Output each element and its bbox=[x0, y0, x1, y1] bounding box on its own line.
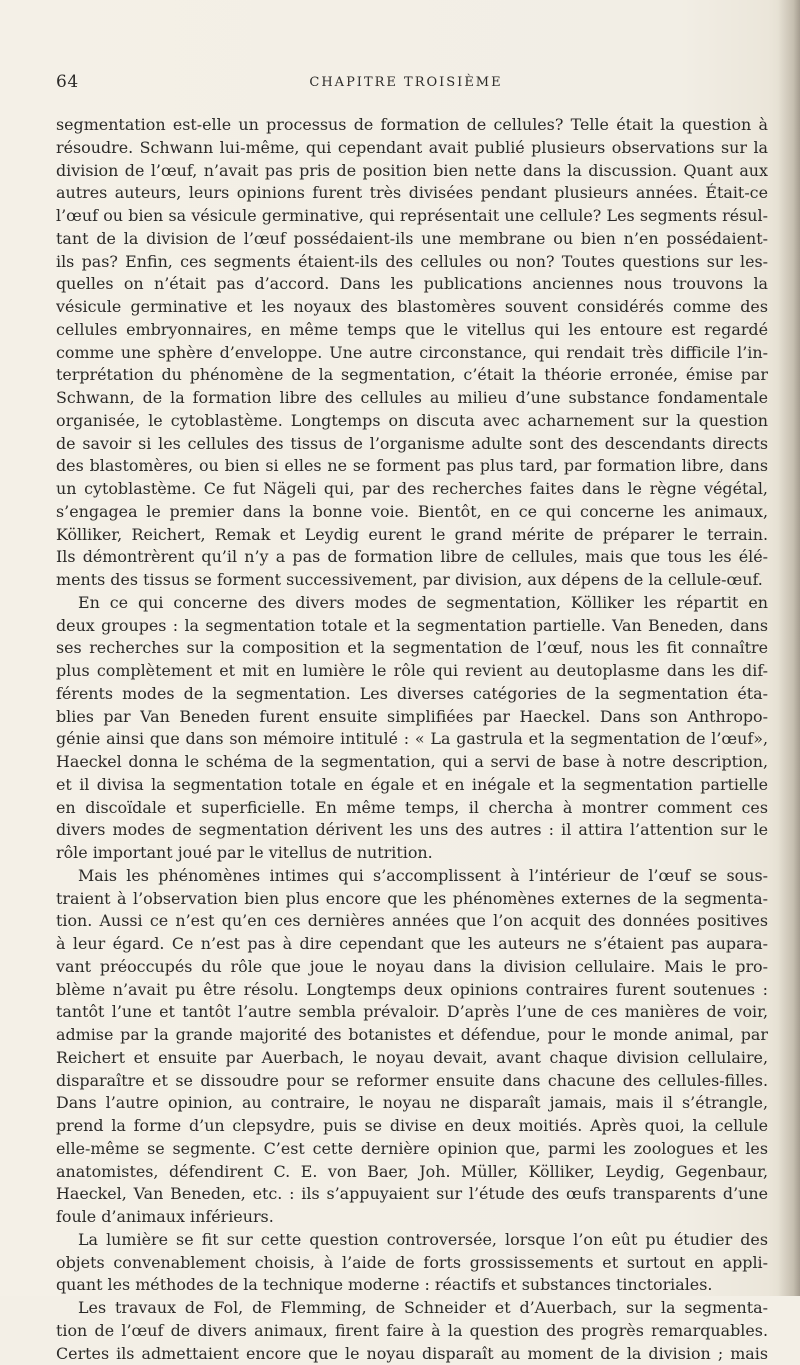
text-line: elle-même se segmente. C’est cette dernière opinion que, parmi les zoologues et les bbox=[56, 1138, 768, 1161]
text-line: un cytoblastème. Ce fut Nägeli qui, par des recherches faites dans le règne végétal, bbox=[56, 478, 768, 501]
text-line: blème n’avait pu être résolu. Longtemps deux opinions contraires furent soutenues : bbox=[56, 979, 768, 1002]
text-line: ses recherches sur la composition et la segmentation de l’œuf, nous les fit connaître bbox=[56, 637, 768, 660]
text-line: cellules embryonnaires, en même temps que le vitellus qui les entoure est regardé bbox=[56, 319, 768, 342]
text-line: foule d’animaux inférieurs. bbox=[56, 1206, 768, 1229]
text-line: tion de l’œuf de divers animaux, firent faire à la question des progrès remarquables. bbox=[56, 1320, 768, 1343]
paragraph-first-line: Les travaux de Fol, de Flemming, de Schneider et d’Auerbach, sur la segmenta- bbox=[56, 1297, 768, 1320]
text-line: Schwann, de la formation libre des cellules au milieu d’une substance fondamentale bbox=[56, 387, 768, 410]
page-edge-shadow bbox=[778, 0, 800, 1296]
text-line: quant les méthodes de la technique moderne : réactifs et substances tinctoriales. bbox=[56, 1274, 768, 1297]
text-line: anatomistes, défendirent C. E. von Baer, Joh. Müller, Kölliker, Leydig, Gegenbaur, bbox=[56, 1161, 768, 1184]
text-line: blies par Van Beneden furent ensuite simplifiées par Haeckel. Dans son Anthropo- bbox=[56, 706, 768, 729]
text-line: Dans l’autre opinion, au contraire, le noyau ne disparaît jamais, mais il s’étrangle, bbox=[56, 1092, 768, 1115]
text-line: prend la forme d’un clepsydre, puis se divise en deux moitiés. Après quoi, la cellule bbox=[56, 1115, 768, 1138]
text-line: deux groupes : la segmentation totale et la segmentation partielle. Van Beneden, dans bbox=[56, 615, 768, 638]
text-line: organisée, le cytoblastème. Longtemps on discuta avec acharnement sur la question bbox=[56, 410, 768, 433]
text-line: Kölliker, Reichert, Remak et Leydig eurent le grand mérite de préparer le terrain. bbox=[56, 524, 768, 547]
text-line: quelles on n’était pas d’accord. Dans les publications anciennes nous trouvons la bbox=[56, 273, 768, 296]
text-line: à leur égard. Ce n’est pas à dire cependant que les auteurs ne s’étaient pas aupara- bbox=[56, 933, 768, 956]
text-line: de savoir si les cellules des tissus de l’organisme adulte sont des descendants directs bbox=[56, 433, 768, 456]
text-line: l’œuf ou bien sa vésicule germinative, qui représentait une cellule? Les segments résul- bbox=[56, 205, 768, 228]
text-line: génie ainsi que dans son mémoire intitulé : « La gastrula et la segmentation de l’œuf», bbox=[56, 728, 768, 751]
text-line: tantôt l’une et tantôt l’autre sembla prévaloir. D’après l’une de ces manières de voir, bbox=[56, 1001, 768, 1024]
page-header bbox=[56, 72, 756, 96]
paragraph-first-line: Mais les phénomènes intimes qui s’accomplissent à l’intérieur de l’œuf se sous- bbox=[56, 865, 768, 888]
text-line: s’engagea le premier dans la bonne voie. Bientôt, en ce qui concerne les animaux, bbox=[56, 501, 768, 524]
text-line: autres auteurs, leurs opinions furent très divisées pendant plusieurs années. Était-ce bbox=[56, 182, 768, 205]
paragraph-first-line: En ce qui concerne des divers modes de segmentation, Kölliker les répartit en bbox=[56, 592, 768, 615]
text-line: Haeckel, Van Beneden, etc. : ils s’appuyaient sur l’étude des œufs transparents d’une bbox=[56, 1183, 768, 1206]
text-line: en discoïdale et superficielle. En même temps, il chercha à montrer comment ces bbox=[56, 797, 768, 820]
text-line: tion. Aussi ce n’est qu’en ces dernières années que l’on acquit des données positives bbox=[56, 910, 768, 933]
text-line: comme une sphère d’enveloppe. Une autre circonstance, qui rendait très difficile l’in- bbox=[56, 342, 768, 365]
text-line: des blastomères, ou bien si elles ne se forment pas plus tard, par formation libre, dans bbox=[56, 455, 768, 478]
paragraph-first-line: La lumière se fit sur cette question controversée, lorsque l’on eût pu étudier des bbox=[56, 1229, 768, 1252]
text-line: objets convenablement choisis, à l’aide de forts grossissements et surtout en appli- bbox=[56, 1252, 768, 1275]
text-line: disparaître et se dissoudre pour se reformer ensuite dans chacune des cellules-filles. bbox=[56, 1070, 768, 1093]
text-line: segmentation est-elle un processus de formation de cellules? Telle était la question à bbox=[56, 114, 768, 137]
text-line: résoudre. Schwann lui-même, qui cependant avait publié plusieurs observations sur la bbox=[56, 137, 768, 160]
text-line: férents modes de la segmentation. Les diverses catégories de la segmentation éta- bbox=[56, 683, 768, 706]
text-line: admise par la grande majorité des botanistes et défendue, pour le monde animal, par bbox=[56, 1024, 768, 1047]
text-line: divers modes de segmentation dérivent les uns des autres : il attira l’attention sur le bbox=[56, 819, 768, 842]
text-line: ils pas? Enfin, ces segments étaient-ils des cellules ou non? Toutes questions sur les- bbox=[56, 251, 768, 274]
text-line: traient à l’observation bien plus encore que les phénomènes externes de la segmenta- bbox=[56, 888, 768, 911]
text-line: rôle important joué par le vitellus de nutrition. bbox=[56, 842, 768, 865]
text-line: terprétation du phénomène de la segmentation, c’était la théorie erronée, émise par bbox=[56, 364, 768, 387]
text-line: tant de la division de l’œuf possédaient-ils une membrane ou bien n’en possédaient- bbox=[56, 228, 768, 251]
body-text bbox=[56, 114, 768, 1365]
text-line: Ils démontrèrent qu’il n’y a pas de formation libre de cellules, mais que tous les élé- bbox=[56, 546, 768, 569]
text-line: Reichert et ensuite par Auerbach, le noyau devait, avant chaque division cellulaire, bbox=[56, 1047, 768, 1070]
running-head: CHAPITRE TROISIÈME bbox=[56, 75, 756, 90]
text-line: ments des tissus se forment successivement, par division, aux dépens de la cellule-œuf. bbox=[56, 569, 768, 592]
page-number: 64 bbox=[56, 72, 79, 92]
text-line: Certes ils admettaient encore que le noyau disparaît au moment de la division ; mais bbox=[56, 1343, 768, 1365]
text-line: plus complètement et mit en lumière le rôle qui revient au deutoplasme dans les dif- bbox=[56, 660, 768, 683]
text-line: division de l’œuf, n’avait pas pris de position bien nette dans la discussion. Quant aux bbox=[56, 160, 768, 183]
text-line: vésicule germinative et les noyaux des blastomères souvent considérés comme des bbox=[56, 296, 768, 319]
text-line: Haeckel donna le schéma de la segmentation, qui a servi de base à notre description, bbox=[56, 751, 768, 774]
text-line: et il divisa la segmentation totale en égale et en inégale et la segmentation partielle bbox=[56, 774, 768, 797]
text-line: vant préoccupés du rôle que joue le noyau dans la division cellulaire. Mais le pro- bbox=[56, 956, 768, 979]
